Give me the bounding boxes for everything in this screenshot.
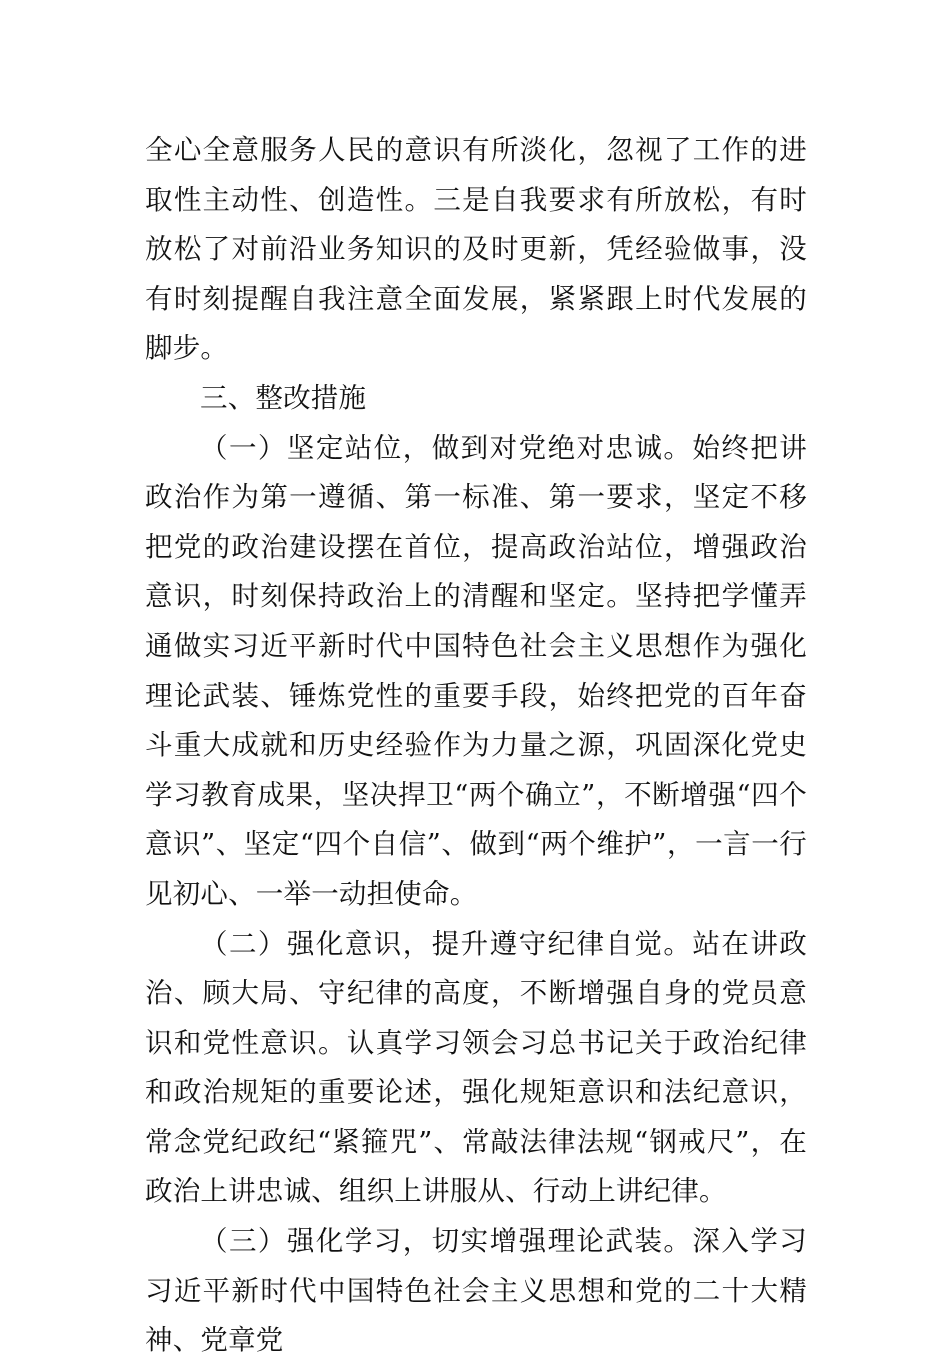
section-heading-rectification-measures: 三、整改措施 (200, 381, 367, 414)
paragraph-measure-1: （一）坚定站位，做到对党绝对忠诚。始终把讲政治作为第一遵循、第一标准、第一要求，坚定不移把党的政治建设摆在首位，提高政治站位，增强政治意识，时刻保持政治上的清醒和坚定。坚持把学懂弄通做实习近平新时代中国特色社会主义思想作为强化理论武装、锤炼党性的重要手段，始终把党的百年奋斗重大成就和历史经验作为力量之源，巩固深化党史学习教育成果，坚决捍卫“两个确立”，不断增强“四个意识”、坚定“四个自信”、做到“两个维护”，一言一行见初心、一举一动担使命。 (145, 431, 807, 910)
paragraph-continuation: 全心全意服务人民的意识有所淡化，忽视了工作的进取性主动性、创造性。三是自我要求有所放松，有时放松了对前沿业务知识的及时更新，凭经验做事，没有时刻提醒自我注意全面发展，紧紧跟上时代发展的脚步。 (145, 134, 807, 365)
document-body (145, 126, 807, 1366)
paragraph-measure-2: （二）强化意识，提升遵守纪律自觉。站在讲政治、顾大局、守纪律的高度，不断增强自身的党员意识和党性意识。认真学习领会习总书记关于政治纪律和政治规矩的重要论述，强化规矩意识和法纪意识，常念党纪政纪“紧箍咒”、常敲法律法规“钢戒尺”，在政治上讲忠诚、组织上讲服从、行动上讲纪律。 (145, 927, 807, 1208)
paragraph-measure-3: （三）强化学习，切实增强理论武装。深入学习习近平新时代中国特色社会主义思想和党的二十大精神、党章党 (145, 1225, 807, 1357)
